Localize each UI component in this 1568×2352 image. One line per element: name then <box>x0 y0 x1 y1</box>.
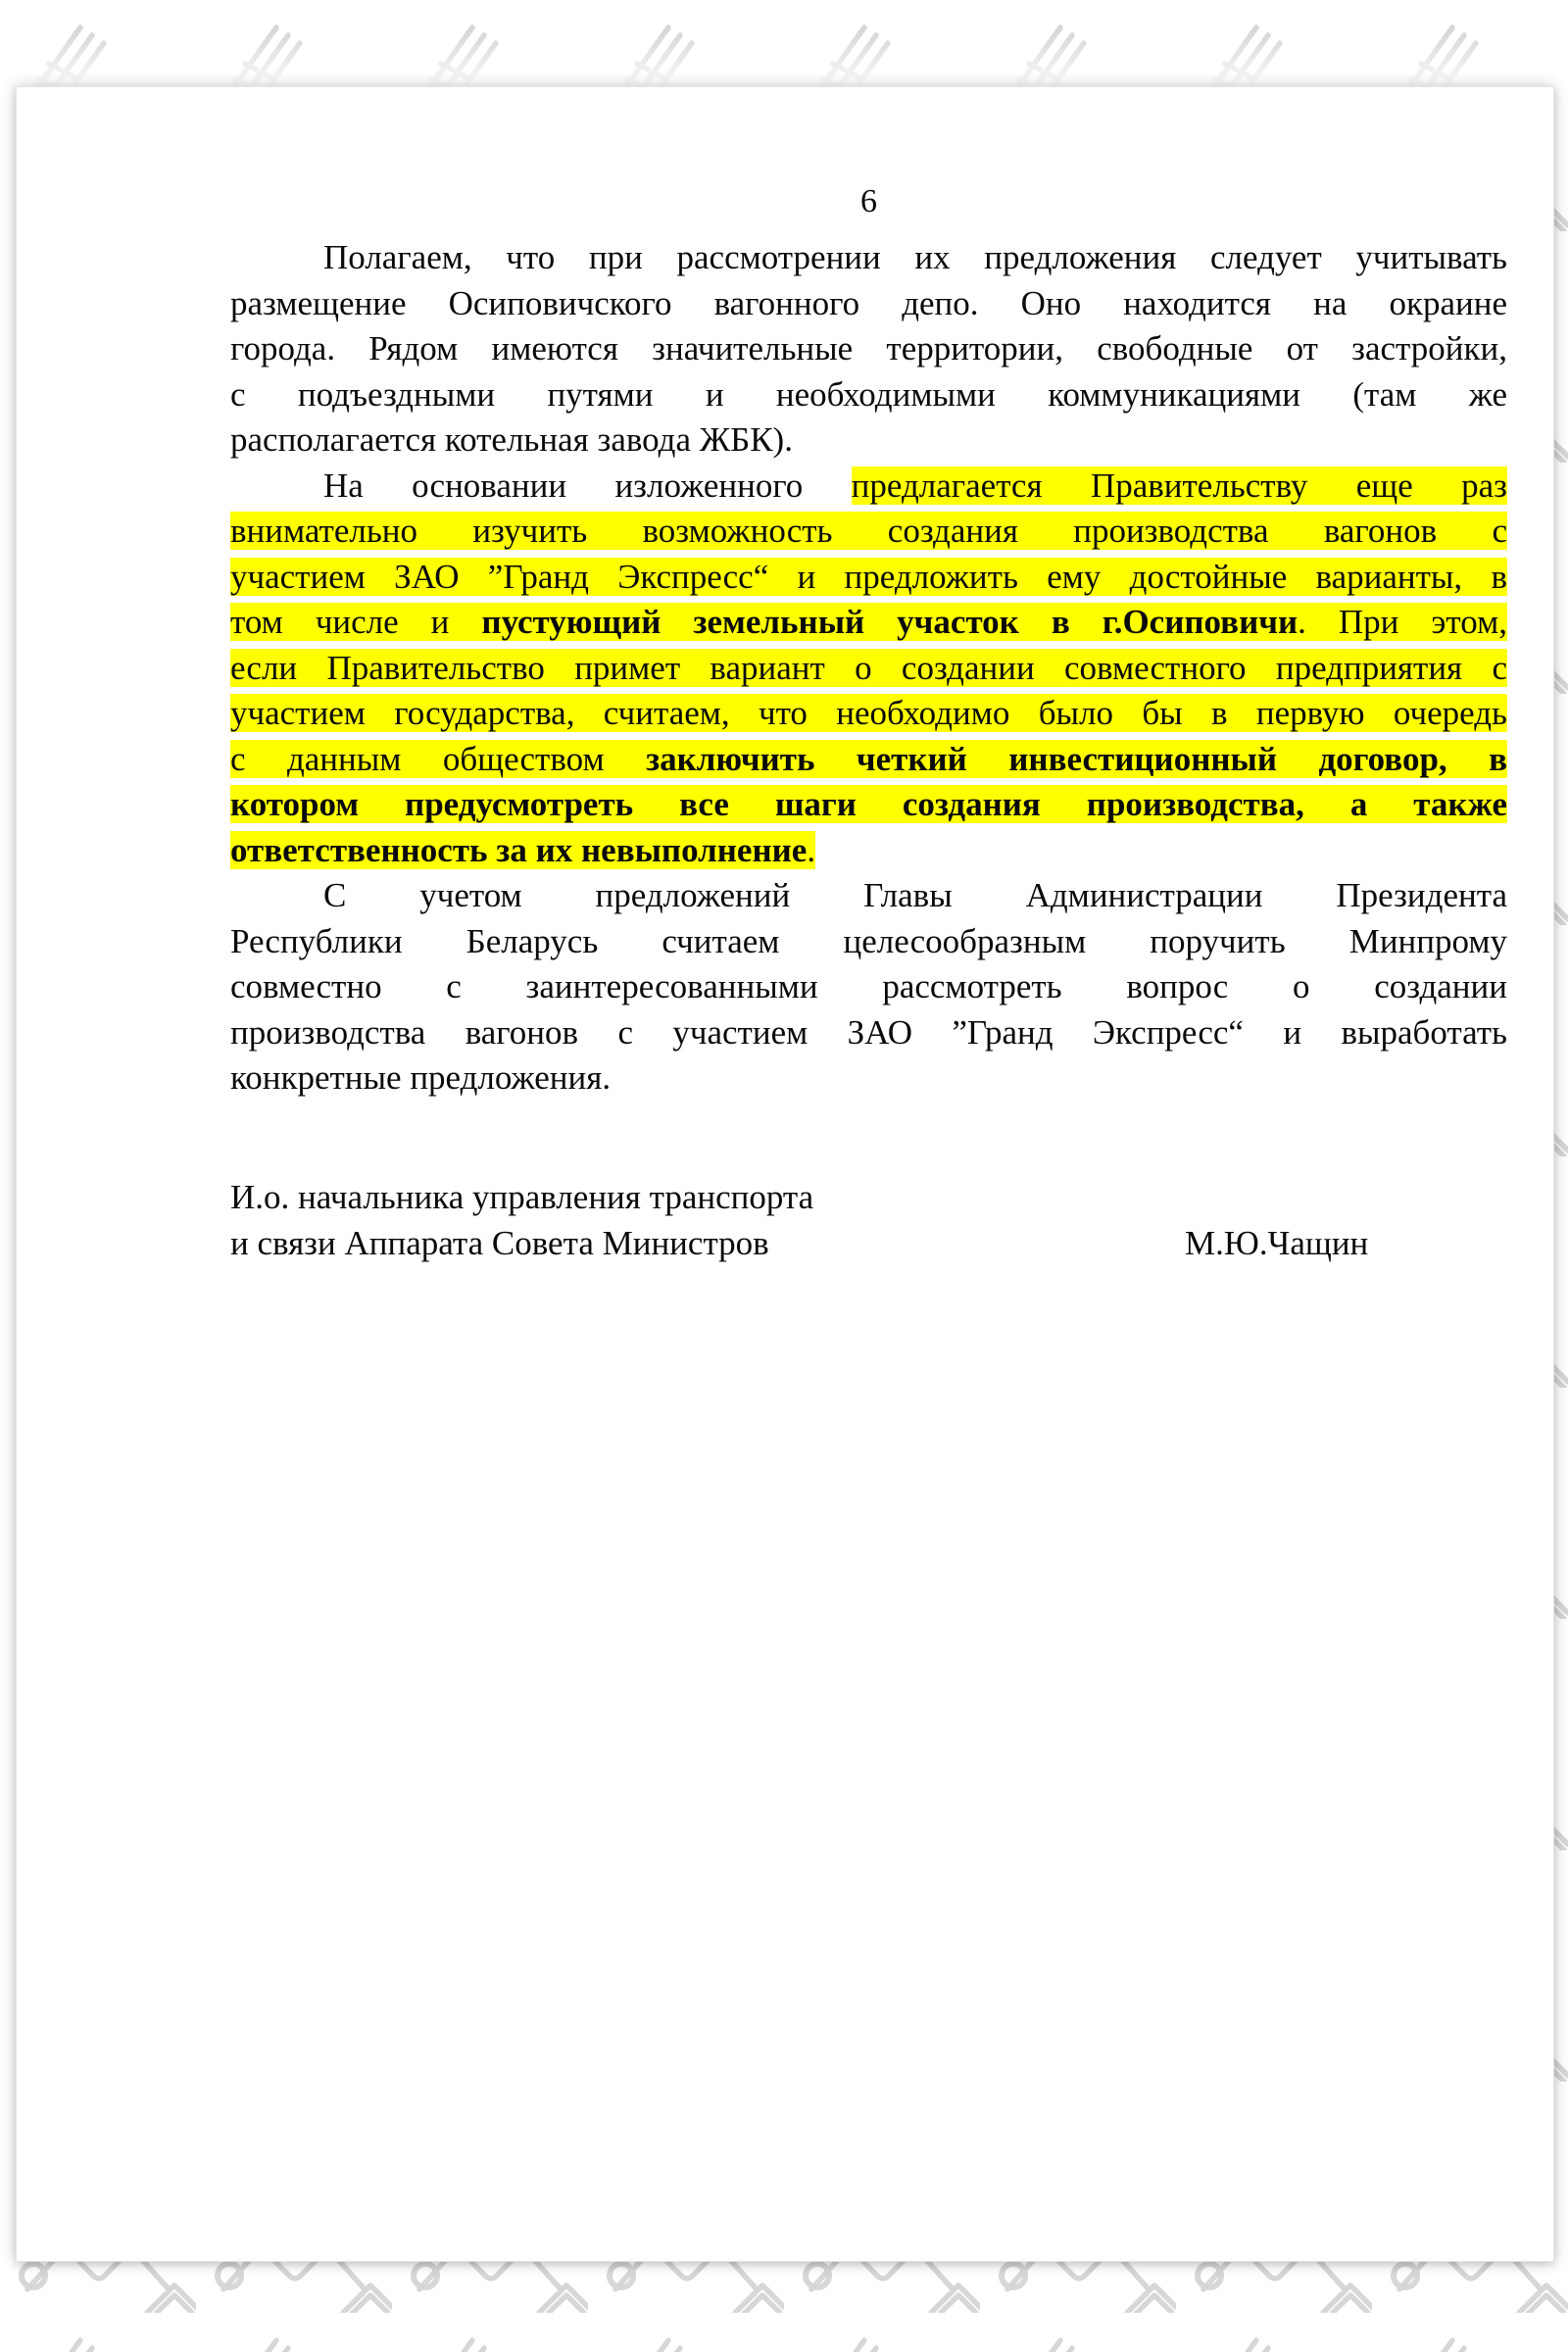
text-line <box>230 828 1507 874</box>
text-segment: котором предусмотреть все шаги создания производства, а также <box>230 785 1507 823</box>
text-line <box>230 281 1507 327</box>
text-line <box>230 1010 1507 1056</box>
text-segment: . При этом, <box>1298 603 1507 641</box>
text-segment: пустующий земельный участок в г.Осиповичи <box>481 603 1298 641</box>
pattern-fade-overlay <box>0 33 1568 86</box>
page-number: 6 <box>860 183 877 220</box>
document-body <box>230 235 1507 1102</box>
text-line <box>230 919 1507 965</box>
text-segment: внимательно изучить возможность создания производства вагонов с <box>230 512 1507 550</box>
text-segment: . <box>807 830 816 869</box>
text-segment: совместно с заинтересованными рассмотреть вопрос о создании <box>230 967 1507 1005</box>
text-segment: размещение Осиповичского вагонного депо. Оно находится на окраине <box>230 283 1507 322</box>
document-page <box>16 86 1554 2262</box>
text-line <box>230 646 1507 692</box>
text-line <box>230 737 1507 783</box>
text-segment: конкретные предложения. <box>230 1058 612 1097</box>
text-segment: С учетом предложений Главы Администрации Президента <box>323 876 1507 914</box>
text-segment: заключить четкий инвестиционный договор, в <box>646 739 1508 778</box>
signature-title-line1: И.о. начальника управления транспорта <box>230 1178 814 1216</box>
text-segment: производства вагонов с участием ЗАО ”Гранд Экспресс“ и выработать <box>230 1012 1507 1052</box>
text-segment: Полагаем, что при рассмотрении их предложения следует учитывать <box>323 238 1507 276</box>
text-segment: города. Рядом имеются значительные территории, свободные от застройки, <box>230 329 1507 368</box>
text-segment: Республики Беларусь считаем целесообразным поручить Минпрому <box>230 921 1507 960</box>
text-line <box>230 555 1507 601</box>
text-segment: с данным обществом <box>230 739 647 778</box>
text-line <box>230 600 1507 646</box>
signature-block <box>230 1175 1507 1266</box>
signer-name: М.Ю.Чащин <box>1185 1223 1369 1262</box>
text-line <box>230 326 1507 372</box>
text-segment: ответственность за их невыполнение <box>230 830 808 869</box>
text-segment: участием государства, считаем, что необходимо было бы в первую очередь <box>230 694 1507 732</box>
text-segment: предлагается Правительству еще раз <box>851 466 1507 505</box>
text-segment: том числе и <box>230 603 482 641</box>
text-line <box>230 1055 1507 1102</box>
text-line <box>230 873 1507 919</box>
text-line <box>230 964 1507 1010</box>
signature-title-line2 <box>230 1221 1507 1267</box>
text-segment: если Правительство примет вариант о создании совместного предприятия с <box>230 648 1507 687</box>
text-segment: участием ЗАО ”Гранд Экспресс“ и предложить ему достойные варианты, в <box>230 557 1507 596</box>
text-line <box>230 509 1507 555</box>
text-line <box>230 691 1507 737</box>
text-line <box>230 464 1507 510</box>
signature-title-line2-text: и связи Аппарата Совета Министров <box>230 1223 769 1262</box>
text-segment: с подъездными путями и необходимыми коммуникациями (там же <box>230 374 1507 414</box>
text-segment: располагается котельная завода ЖБК). <box>230 420 793 459</box>
text-line <box>230 235 1507 281</box>
text-segment: На основании изложенного <box>323 466 852 505</box>
text-line <box>230 782 1507 828</box>
text-line <box>230 417 1507 464</box>
text-line <box>230 372 1507 418</box>
